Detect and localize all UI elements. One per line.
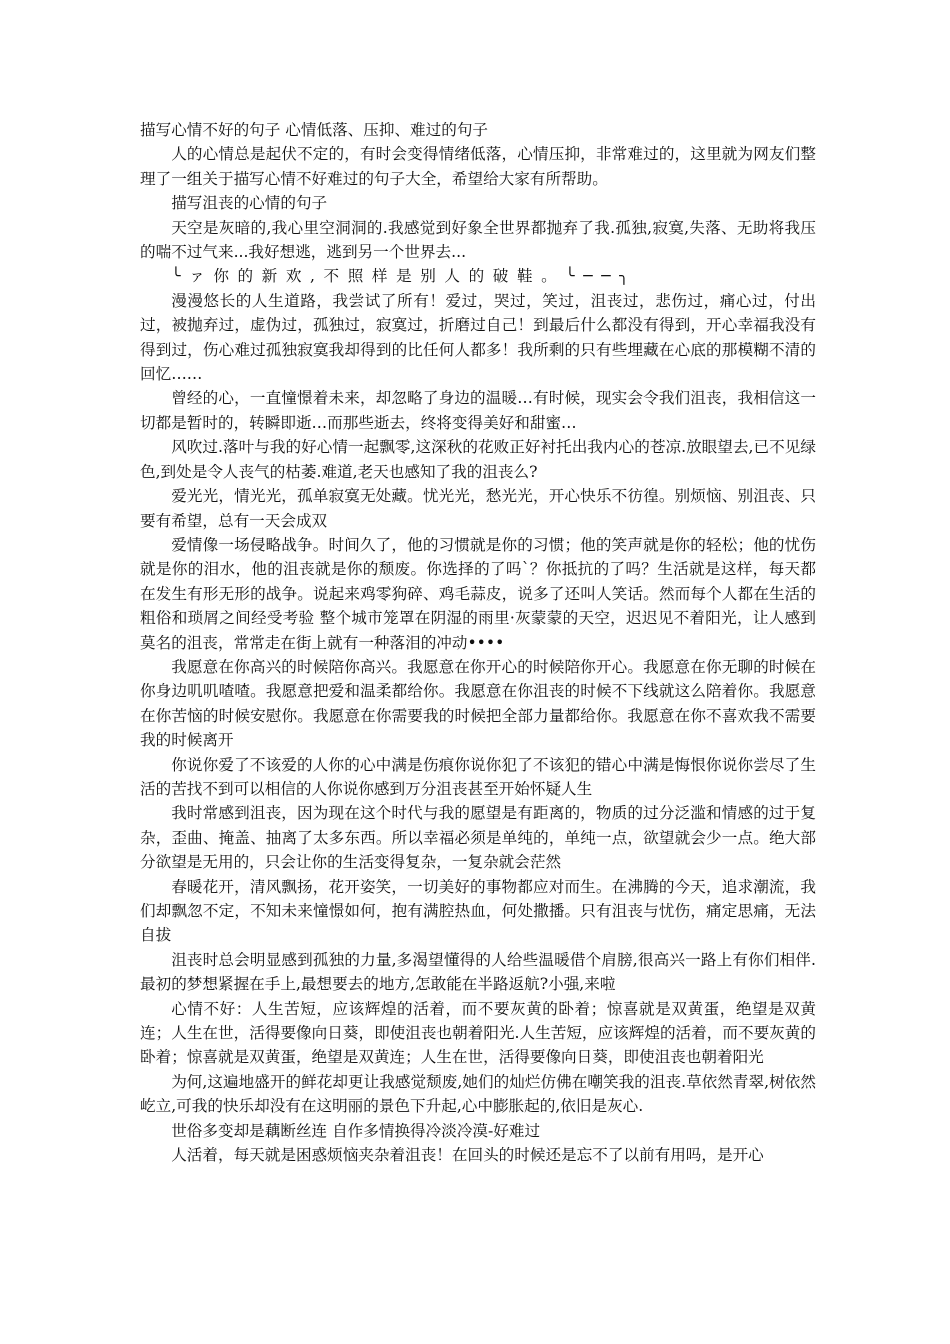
paragraph: 你说你爱了不该爱的人你的心中满是伤痕你说你犯了不该犯的错心中满是悔恨你说你尝尽了生活的苦找不到可以相信的人你说你感到万分沮丧甚至开始怀疑人生 xyxy=(140,755,816,798)
paragraph: 爱情像一场侵略战争。时间久了，他的习惯就是你的习惯；他的笑声就是你的轻松；他的忧伤就是你的泪水，他的沮丧就是你的颓废。你选择的了吗`？你抵抗的了吗？生活就是这样，每天都在发生有形无形的战争。说起来鸡零狗碎、鸡毛蒜皮，说多了还叫人笑话。然而每个人都在生活的粗俗和琐屑之间经受考验 整个城市笼罩在阴湿的雨里·灰蒙蒙的天空，迟迟见不着阳光，让人感到莫名的沮丧，常常走在街上就有一种落泪的冲动•••• xyxy=(140,535,816,652)
document-body xyxy=(140,118,816,1167)
paragraph: 心情不好：人生苦短，应该辉煌的活着，而不要灰黄的卧着；惊喜就是双黄蛋，绝望是双黄连；人生在世，活得要像向日葵，即使沮丧也朝着阳光.人生苦短，应该辉煌的活着，而不要灰黄的卧着；惊喜就是双黄蛋，绝望是双黄连；人生在世，活得要像向日葵，即使沮丧也朝着阳光 xyxy=(140,999,816,1067)
paragraph: 我愿意在你高兴的时候陪你高兴。我愿意在你开心的时候陪你开心。我愿意在你无聊的时候在你身边叽叽喳喳。我愿意把爱和温柔都给你。我愿意在你沮丧的时候不下线就这么陪着你。我愿意在你苦恼的时候安慰你。我愿意在你需要我的时候把全部力量都给你。我愿意在你不喜欢我不需要我的时候离开 xyxy=(140,657,816,750)
paragraph: 人活着，每天就是困惑烦恼夹杂着沮丧！在回头的时候还是忘不了以前有用吗，是开心 xyxy=(171,1146,764,1165)
paragraph: 人的心情总是起伏不定的，有时会变得情绪低落，心情压抑，非常难过的，这里就为网友们整理了一组关于描写心情不好难过的句子大全，希望给大家有所帮助。 xyxy=(140,145,816,188)
document-title: 描写心情不好的句子 心情低落、压抑、难过的句子 xyxy=(140,121,489,139)
paragraph: 春暖花开，清风飘扬，花开姿笑，一切美好的事物都应对而生。在沸腾的今天，追求潮流，我们却飘忽不定，不知未来憧憬如何，抱有满腔热血，何处撒播。只有沮丧与忧伤，痛定思痛，无法自拔 xyxy=(140,877,816,945)
paragraph: 曾经的心，一直憧憬着未来，却忽略了身边的温暖…有时候，现实会令我们沮丧，我相信这一切都是暂时的，转瞬即逝…而那些逝去，终将变得美好和甜蜜… xyxy=(140,389,816,432)
paragraph: 世俗多变却是藕断丝连 自作多情换得冷淡冷漠-好难过 xyxy=(171,1121,541,1140)
paragraph: 天空是灰暗的,我心里空洞洞的.我感觉到好象全世界都抛弃了我.孤独,寂寞,失落、无助将我压的喘不过气来...我好想逃，逃到另一个世界去... xyxy=(140,218,816,262)
paragraph: 漫漫悠长的人生道路，我尝试了所有！爱过，哭过，笑过，沮丧过，悲伤过，痛心过，付出过，被抛弃过，虚伪过，孤独过，寂寞过，折磨过自己！到最后什么都没有得到，开心幸福我没有得到过，伤心难过孤独寂寞我却得到的比任何人都多！我所剩的只有些埋藏在心底的那模糊不清的回忆…… xyxy=(140,291,816,384)
decorated-line: ╰ァ你的新欢,不照样是别人的破鞋。╰──╮ xyxy=(171,267,638,286)
paragraph: 风吹过.落叶与我的好心情一起飘零,这深秋的花败正好衬托出我内心的苍凉.放眼望去,已不见绿色,到处是令人丧气的枯萎.难道,老天也感知了我的沮丧么? xyxy=(140,438,816,481)
paragraph: 爱光光，情光光，孤单寂寞无处藏。忧光光，愁光光，开心快乐不彷徨。别烦恼、别沮丧、只要有希望，总有一天会成双 xyxy=(140,487,816,530)
paragraph: 沮丧时总会明显感到孤独的力量,多渴望懂得的人给些温暖借个肩膀,很高兴一路上有你们相伴.最初的梦想紧握在手上,最想要去的地方,怎敢能在半路返航?小强,来啦 xyxy=(140,950,816,994)
section-heading: 描写沮丧的心情的句子 xyxy=(171,194,328,213)
paragraph: 我时常感到沮丧，因为现在这个时代与我的愿望是有距离的，物质的过分泛滥和情感的过于复杂，歪曲、掩盖、抽离了太多东西。所以幸福必须是单纯的，单纯一点，欲望就会少一点。绝大部分欲望是无用的，只会让你的生活变得复杂，一复杂就会茫然 xyxy=(140,804,816,872)
paragraph: 为何,这遍地盛开的鲜花却更让我感觉颓废,她们的灿烂仿佛在嘲笑我的沮丧.草依然青翠,树依然屹立,可我的快乐却没有在这明丽的景色下升起,心中膨胀起的,依旧是灰心. xyxy=(140,1072,816,1116)
